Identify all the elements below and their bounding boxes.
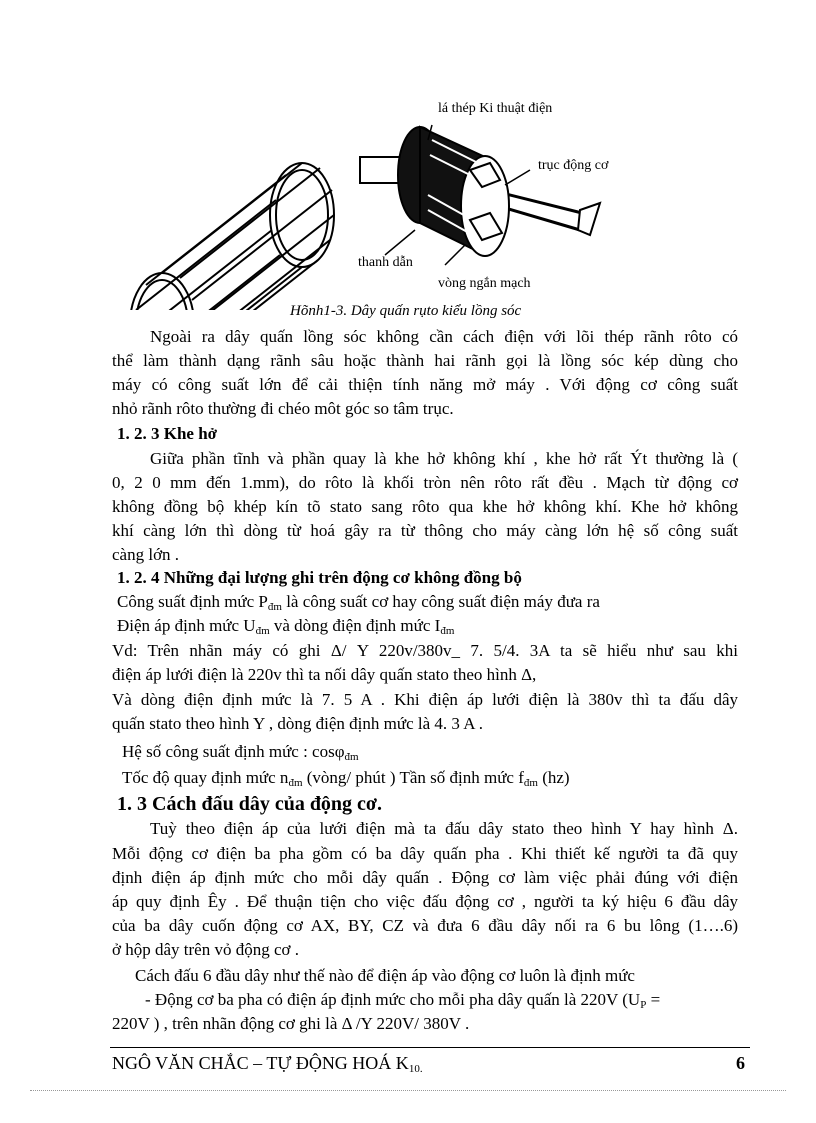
rated-speed-c: (hz) [537,768,570,787]
p2-line2: 0, 2 0 mm đến 1.mm), do rôto là khối tròn nên rôto rất đều . Mạch từ động cơ [112,473,738,492]
p2-line1: Giữa phần tĩnh và phần quay là khe hở không khí , khe hở rất Ýt thường là ( [150,449,738,468]
rated-voltage-sub: đm [255,625,270,637]
rated-current-sub: đm [440,625,455,637]
p5 [145,989,660,1016]
footer-author-text: NGÔ VĂN CHẮC – TỰ ĐỘNG HOÁ K [112,1053,409,1073]
p1-line3: máy có công suất lớn để cải thiện tính năng mở máy . Với động cơ công suất [112,375,738,394]
p2-line4: khí càng lớn thì dòng từ hoá gây ra từ thông cho máy càng lớn hệ số công suất [112,521,738,540]
label-ring: vòng ngắn mạch [438,276,531,291]
rated-power-a: Công suất định mức P [117,592,268,611]
rated-voltage [117,615,454,642]
rated-speed-sub: đm [288,777,303,789]
power-factor [122,741,359,768]
page-number: 6 [736,1053,745,1073]
p5-sub: P [640,999,647,1011]
vd-line3: Và dòng điện định mức là 7. 5 A . Khi điện áp lưới điện là 380v thì ta đấu dây [112,690,738,709]
rated-power [117,591,600,618]
rotor-figure [110,95,650,310]
p3-line1: Tuỳ theo điện áp của lưới điện mà ta đấu dây stato theo hình Y hay hình Δ. [150,819,738,838]
p6: 220V ) , trên nhãn động cơ ghi là Δ /Y 220V/ 380V . [112,1014,470,1033]
vd-line1: Vd: Trên nhãn máy có ghi Δ/ Y 220v/380v_ 7. 5/4. 3A ta sẽ hiểu như sau khi [112,641,738,660]
p3-line4: áp quy định Êy . Để thuận tiện cho việc đấu động cơ , người ta ký hiệu 6 đầu dây [112,892,738,911]
rated-voltage-a: Điện áp định mức U [117,616,256,635]
p4: Cách đấu 6 đầu dây như thế nào để điện áp vào động cơ luôn là định mức [135,966,635,985]
rated-speed-b: (vòng/ phút ) Tần số định mức f [302,768,524,787]
heading-1-2-3: 1. 2. 3 Khe hở [117,424,218,443]
footer-rule [110,1047,750,1048]
figure-caption: Hõnh1-3. Dây quấn rụto kiểu lồng sóc [290,303,522,319]
heading-1-2-4: 1. 2. 4 Những đại lượng ghi trên động cơ không đồng bộ [117,568,522,587]
heading-1-3: 1. 3 Cách đấu dây của động cơ. [117,793,383,815]
p3-line3: định điện áp định mức cho mỗi dây quấn . Động cơ làm việc phải đúng với điện [112,868,738,887]
p1-line4: nhỏ rãnh rôto thường đi chéo môt góc so tâm trục. [112,399,454,418]
label-steel: lá thép Ki thuật điện [438,101,553,116]
p3-line2: Mỗi động cơ điện ba pha gồm có ba dây quấn pha . Khi thiết kế người ta đã quy [112,844,738,863]
footer-dotted-rule [30,1090,786,1091]
squirrel-cage-drawing [110,95,650,310]
power-factor-sub: đm [344,751,359,763]
p5-b: = [646,990,661,1009]
p1-line1: Ngoài ra dây quấn lồng sóc không cần cách điện với lõi thép rãnh rôto có [150,327,738,346]
footer-author [112,1052,423,1080]
p3-line5: của ba dây cuốn động cơ AX, BY, CZ và đưa 6 đầu dây nối ra 6 bu lông (1….6) [112,916,738,935]
p2-line5: càng lớn . [112,545,180,564]
p3-line6: ở hộp dây trên vỏ động cơ . [112,940,299,959]
vd-line2: điện áp lưới điện là 220v thì ta nối dây quấn stato theo hình Δ, [112,665,537,684]
vd-line4: quấn stato theo hình Y , dòng điện định mức là 4. 3 A . [112,714,484,733]
rated-power-b: là công suất cơ hay công suất điện máy đưa ra [281,592,600,611]
rated-voltage-b: và dòng điện định mức I [269,616,441,635]
p2-line3: không đồng bộ khép kín tõ stato sang rôto qua khe hở không khí. Khe hở không [112,497,738,516]
p5-a: - Động cơ ba pha có điện áp định mức cho mỗi pha dây quấn là 220V (U [145,990,641,1009]
rated-power-sub: đm [267,601,282,613]
p1-line2: thể làm thành dạng rãnh sâu hoặc thành hai rãnh gọi là lồng sóc kép dùng cho [112,351,738,370]
label-shaft: trục động cơ [538,158,609,173]
label-bar: thanh dẫn [358,255,413,270]
footer-author-sub: 10. [408,1063,423,1075]
power-factor-a: Hệ số công suất định mức : cosφ [122,742,345,761]
rated-speed-a: Tốc độ quay định mức n [122,768,289,787]
rated-speed [122,767,570,794]
rated-freq-sub: đm [523,777,538,789]
